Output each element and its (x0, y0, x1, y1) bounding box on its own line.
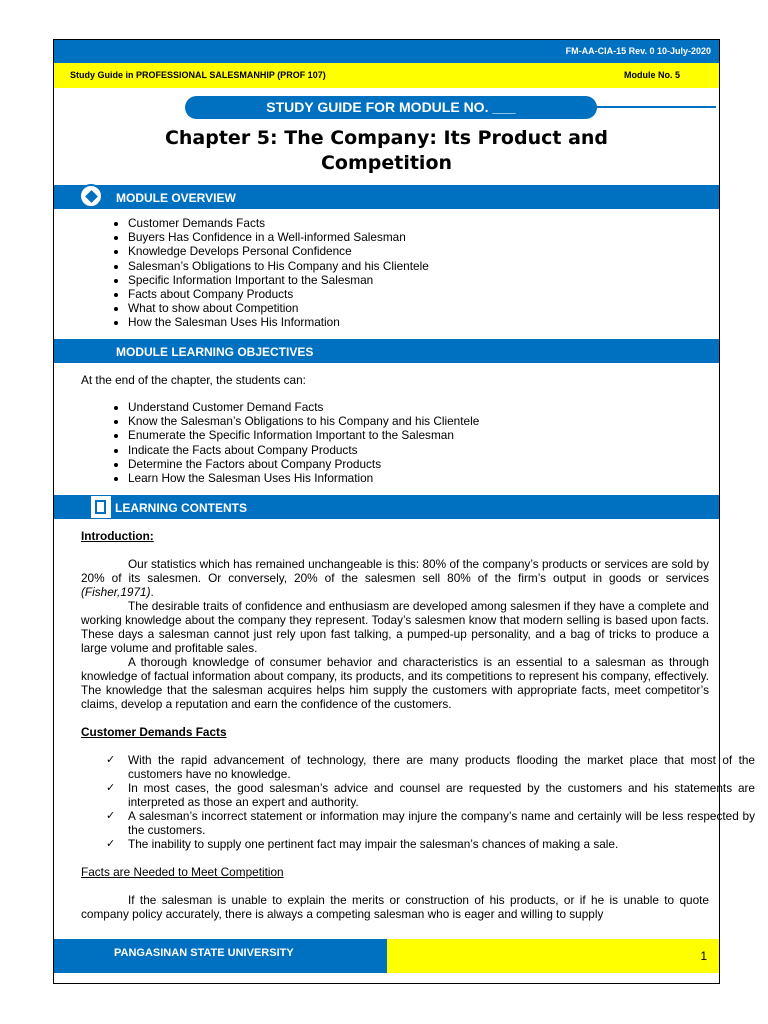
module-number: Module No. 5 (624, 70, 680, 80)
course-bar (54, 63, 719, 88)
customer-demands-facts-heading: Customer Demands Facts (81, 725, 227, 739)
module-overview-bar (54, 185, 719, 209)
list-item: • Know the Salesman’s Obligations to his Company and his Clientele (128, 414, 479, 428)
list-item: • Salesman’s Obligations to His Company and his Clientele (128, 259, 429, 273)
list-item: ✓ In most cases, the good salesman’s advice and counsel are requested by the customers and his statements are interpreted as those an expert and authority. (128, 781, 755, 809)
learning-contents-bar (54, 495, 719, 519)
list-item: ✓ With the rapid advancement of technology, there are many products flooding the market place that most of the customers have no knowledge. (128, 753, 755, 781)
list-item: • Facts about Company Products (128, 287, 429, 301)
book-icon (91, 496, 111, 518)
introduction-heading: Introduction: (81, 529, 154, 543)
list-item: • Learn How the Salesman Uses His Information (128, 471, 479, 485)
document-page (53, 39, 755, 984)
learning-contents-title: LEARNING CONTENTS (115, 501, 247, 515)
objectives-intro: At the end of the chapter, the students can: (81, 373, 306, 387)
paragraph: If the salesman is unable to explain the merits or construction of his products, or if he is unable to quote company policy accurately, there is always a competing salesman who is eager and willing to supply (81, 893, 709, 921)
course-title: Study Guide in PROFESSIONAL SALESMANHIP (PROF 107) (70, 70, 326, 80)
list-item: • Specific Information Important to the Salesman (128, 273, 429, 287)
footer-page-bar (387, 939, 719, 973)
list-item: • Determine the Factors about Company Products (128, 457, 479, 471)
chapter-title-line2: Competition (320, 152, 453, 174)
list-item: • How the Salesman Uses His Information (128, 315, 429, 329)
banner-rule (594, 106, 716, 108)
list-item: • Enumerate the Specific Information Important to the Salesman (128, 428, 479, 442)
list-item: ✓ A salesman’s incorrect statement or information may injure the company’s name and certainly will be less respected by the customers. (128, 809, 755, 837)
facts-needed-heading: Facts are Needed to Meet Competition (81, 865, 284, 879)
list-item: ✓ The inability to supply one pertinent fact may impair the salesman’s chances of making a sale. (128, 837, 755, 851)
customer-demands-list (82, 753, 755, 851)
list-item: • Buyers Has Confidence in a Well-informed Salesman (128, 230, 429, 244)
list-item: • Indicate the Facts about Company Products (128, 443, 479, 457)
chapter-title-line1: Chapter 5: The Company: Its Product and (164, 127, 609, 149)
learning-objectives-title: MODULE LEARNING OBJECTIVES (116, 345, 314, 359)
page-number: 1 (700, 949, 707, 963)
list-item: • What to show about Competition (128, 301, 429, 315)
overview-list (106, 216, 429, 330)
form-code: FM-AA-CIA-15 Rev. 0 10-July-2020 (565, 46, 711, 56)
university-name: PANGASINAN STATE UNIVERSITY (114, 947, 294, 959)
module-overview-title: MODULE OVERVIEW (116, 191, 236, 205)
form-code-bar (54, 40, 719, 63)
chapter-title (54, 126, 719, 176)
list-item: • Knowledge Develops Personal Confidence (128, 244, 429, 258)
objectives-list (106, 400, 479, 485)
paragraph: A thorough knowledge of consumer behavior and characteristics is an essential to a salesman as through knowledge of factual information about company, its products, and its competitions to represent his company, effectively. The knowledge that the salesman acquires helps him supply the customers with appropriate facts, meet competitor’s claims, develop a reputation and earn the confidence of the customers. (81, 655, 709, 711)
paragraph: The desirable traits of confidence and enthusiasm are developed among salesmen if they have a complete and working knowledge about the company they represent. Today’s salesmen know that modern selling is based upon facts. These days a salesman cannot just rely upon fast talking, a pumped-up personality, and a bag of tricks to produce a large volume and profitable sales. (81, 599, 709, 655)
paragraph: Our statistics which has remained unchangeable is this: 80% of the company’s products or services are sold by 20% of its salesmen. Or conversely, 20% of the salesmen sell 80% of the firm’s output in goods or services (Fisher,1971). (81, 557, 709, 599)
footer-university-bar (54, 939, 387, 973)
list-item: • Customer Demands Facts (128, 216, 429, 230)
magnifier-icon (79, 184, 103, 208)
study-guide-banner: STUDY GUIDE FOR MODULE NO. ___ (185, 96, 597, 119)
list-item: • Understand Customer Demand Facts (128, 400, 479, 414)
learning-objectives-bar (54, 339, 719, 363)
